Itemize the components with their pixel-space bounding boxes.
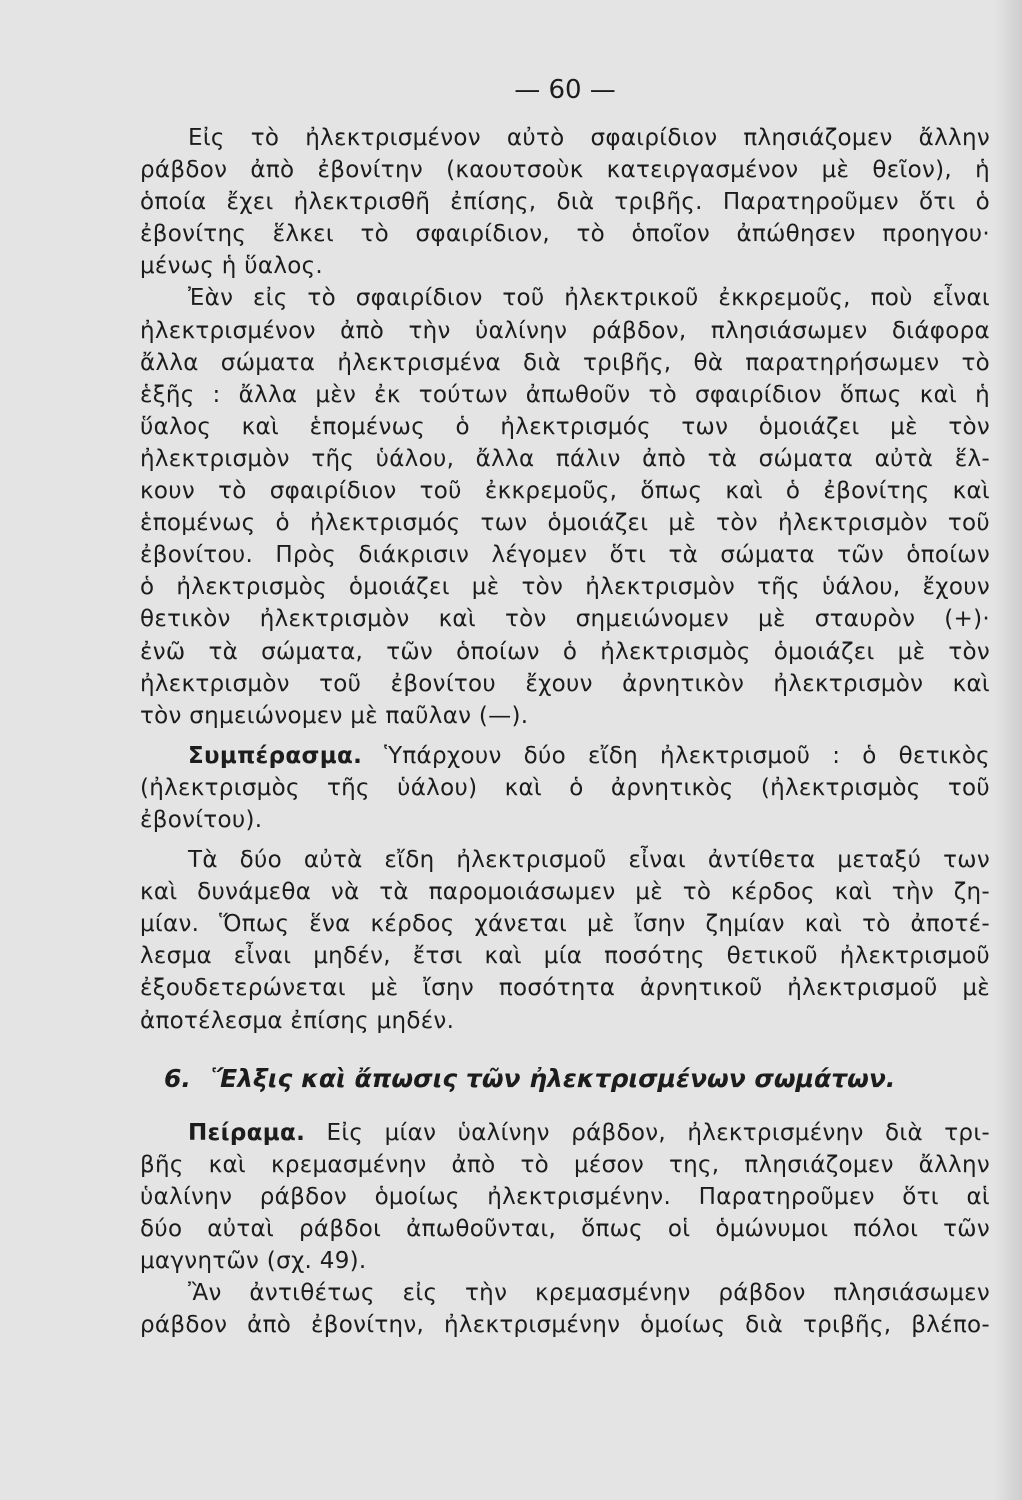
text-line: ἑπομένως ὁ ἠλεκτρισμός των ὁμοιάζει μὲ τὸν ἠλεκτρισμὸν τοῦ: [140, 510, 990, 537]
text-line: ράβδον ἀπὸ ἐβονίτην (καουτσοὺκ κατειργασμένον μὲ θεῖον), ἡ: [140, 157, 990, 184]
text-line: ὁ ἠλεκτρισμὸς ὁμοιάζει μὲ τὸν ἠλεκτρισμὸν τῆς ὑάλου, ἔχουν: [140, 574, 990, 601]
text-line-rest: Εἰς μίαν ὑαλίνην ράβδον, ἠλεκτρισμένην διὰ τρι-: [305, 1119, 990, 1146]
text-line: βῆς καὶ κρεμασμένην ἀπὸ τὸ μέσον της, πλησιάζομεν ἄλλην: [140, 1151, 990, 1178]
run-in-heading: Συμπέρασμα.: [188, 742, 363, 769]
conclusion-paragraph: [140, 740, 990, 836]
experiment-paragraph: [140, 1117, 990, 1277]
paragraph: [140, 844, 990, 1037]
text-line: ἐβονίτου).: [140, 806, 263, 833]
text-line: [140, 740, 990, 772]
page-text: [140, 70, 990, 1341]
section-title: Ἕλξις καὶ ἄπωσις τῶν ἠλεκτρισμένων σωμάτων.: [210, 1063, 896, 1093]
text-line: θετικὸν ἠλεκτρισμὸν καὶ τὸν σημειώνομεν μὲ σταυρὸν (+)·: [140, 606, 990, 633]
text-line: ὑαλίνην ράβδον ὁμοίως ἠλεκτρισμένην. Παρατηροῦμεν ὅτι αἱ: [140, 1183, 990, 1210]
text-line: ἐξουδετερώνεται μὲ ἴσην ποσότητα ἀρνητικοῦ ἠλεκτρισμοῦ μὲ: [140, 975, 990, 1002]
text-line: ἐβονίτης ἕλκει τὸ σφαιρίδιον, τὸ ὁποῖον ἀπώθησεν προηγου·: [140, 221, 990, 248]
text-line: Ἂν ἀντιθέτως εἰς τὴν κρεμασμένην ράβδον πλησιάσωμεν: [188, 1280, 990, 1307]
section-heading: [140, 1061, 990, 1097]
text-line: ἑξῆς : ἄλλα μὲν ἐκ τούτων ἀπωθοῦν τὸ σφαιρίδιον ὅπως καὶ ἡ: [140, 381, 990, 408]
text-line: καὶ δυνάμεθα νὰ τὰ παρομοιάσωμεν μὲ τὸ κέρδος καὶ τὴν ζη-: [140, 879, 990, 906]
text-line: ἠλεκτρισμὸν τοῦ ἐβονίτου ἔχουν ἀρνητικὸν ἠλεκτρισμὸν καὶ: [140, 670, 990, 697]
run-in-heading: Πείραμα.: [188, 1119, 306, 1146]
text-line: (ἠλεκτρισμὸς τῆς ὑάλου) καὶ ὁ ἀρνητικὸς (ἠλεκτρισμὸς τοῦ: [140, 774, 990, 801]
text-line: Τὰ δύο αὐτὰ εἴδη ἠλεκτρισμοῦ εἶναι ἀντίθετα μεταξύ των: [188, 847, 990, 874]
text-line: ἠλεκτρισμένον ἀπὸ τὴν ὑαλίνην ράβδον, πλησιάσωμεν διάφορα: [140, 317, 990, 344]
text-line: Ἐὰν εἰς τὸ σφαιρίδιον τοῦ ἠλεκτρικοῦ ἐκκρεμοῦς, ποὺ εἶναι: [188, 285, 990, 312]
text-line: Εἰς τὸ ἠλεκτρισμένον αὐτὸ σφαιρίδιον πλησιάζομεν ἄλλην: [188, 125, 990, 151]
text-line: ἐνῶ τὰ σώματα, τῶν ὁποίων ὁ ἠλεκτρισμὸς ὁμοιάζει μὲ τὸν: [140, 638, 990, 665]
text-line: ἄλλα σώματα ἠλεκτρισμένα διὰ τριβῆς, θὰ παρατηρήσωμεν τὸ: [140, 349, 990, 376]
page-number: — 60 —: [514, 75, 616, 105]
paragraph: [140, 122, 990, 282]
text-line: δύο αὐταὶ ράβδοι ἀπωθοῦνται, ὅπως οἱ ὁμώνυμοι πόλοι τῶν: [140, 1215, 990, 1242]
text-line: μένως ἡ ὕαλος.: [140, 253, 324, 280]
text-line: μαγνητῶν (σχ. 49).: [140, 1248, 367, 1274]
text-line: μίαν. Ὅπως ἕνα κέρδος χάνεται μὲ ἴσην ζημίαν καὶ τὸ ἀποτέ-: [140, 911, 990, 938]
text-line: ὕαλος καὶ ἑπομένως ὁ ἠλεκτρισμός των ὁμοιάζει μὲ τὸν: [140, 413, 990, 440]
text-line: ἀποτέλεσμα ἐπίσης μηδέν.: [140, 1007, 455, 1034]
text-line: λεσμα εἶναι μηδέν, ἔτσι καὶ μία ποσότης θετικοῦ ἠλεκτρισμοῦ: [140, 943, 990, 970]
section-number: 6.: [164, 1063, 191, 1093]
text-line: τὸν σημειώνομεν μὲ παῦλαν (—).: [140, 702, 529, 729]
text-line-rest: Ὑπάρχουν δύο εἴδη ἠλεκτρισμοῦ : ὁ θετικὸς: [362, 742, 990, 769]
text-line: ἐβονίτου. Πρὸς διάκρισιν λέγομεν ὅτι τὰ σώματα τῶν ὁποίων: [140, 542, 990, 569]
text-line: ἠλεκτρισμὸν τῆς ὑάλου, ἄλλα πάλιν ἀπὸ τὰ σώματα αὐτὰ ἕλ-: [140, 445, 990, 472]
text-line: ὁποία ἔχει ἠλεκτρισθῆ ἐπίσης, διὰ τριβῆς. Παρατηροῦμεν ὅτι ὁ: [140, 189, 990, 216]
text-line: [140, 1117, 990, 1149]
paragraph: [140, 282, 990, 731]
text-line: ράβδον ἀπὸ ἐβονίτην, ἠλεκτρισμένην ὁμοίως διὰ τριβῆς, βλέπο-: [140, 1312, 990, 1339]
paragraph: [140, 1277, 990, 1341]
text-line: κουν τὸ σφαιρίδιον τοῦ ἐκκρεμοῦς, ὅπως καὶ ὁ ἐβονίτης καὶ: [140, 478, 990, 505]
